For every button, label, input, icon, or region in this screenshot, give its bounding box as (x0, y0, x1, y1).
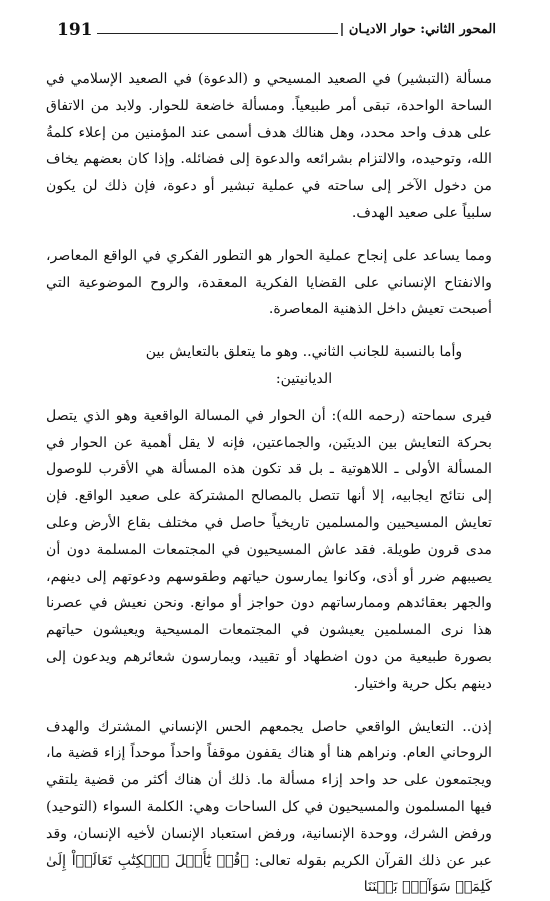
running-header (57, 22, 496, 46)
paragraph-3: وأما بالنسبة للجانب الثاني.. وهو ما يتعلق بالتعايش بين الديانيتين: (145, 344, 463, 387)
header-rule (97, 33, 338, 34)
page-body (46, 66, 492, 901)
paragraph-4: فيرى سماحته (رحمه الله): أن الحوار في المسالة الواقعية وهو الذي يتصل بحركة التعايش بين الدينَين، والجماعتين، فإنه لا يقل أهمية عن الحوار في المسألة الأولى ـ اللاهوتية ـ بل قد تكون هذه المسألة هي الأقرب للوصول إلى نتائج ايجابيه، إلا أنها تتصل بالمصالح المشتركة على صعيد الواقع. فإن تعايش المسيحيين والمسلمين تاريخياً حاصل في مختلف بقاع الأرض وعلى مدى قرون طويلة. فقد عاش المسيحيون في المجتمعات المسلمة دون أن يصيبهم ضرر أو أذى، وكانوا يمارسون حياتهم وطقوسهم ودعوتهم إلى دينهم، والجهر بعقائدهم وممارساتهم دون حواجز أو موانع. ونحن نعيش في عصرنا هذا نرى المسلمين يعيشون في المجتمعات المسيحية ويعيشون حياتهم بصورة طبيعية من دون اضطهاد أو تقييد، ويمارسون شعائرهم ويدعون إلى دينهم بكل حرية واختيار. (46, 407, 492, 692)
paragraph-2: ومما يساعد على إنجاح عملية الحوار هو التطور الفكري في الواقع المعاصر، والانفتاح الإنساني على القضايا الفكرية المعقدة، والروح الموضوعية التي أصبحت تعيش داخل الذهنية المعاصرة. (46, 247, 492, 318)
paragraph-5: إذن.. التعايش الواقعي حاصل يجمعهم الحس الإنساني المشترك والهدف الروحاني العام. ونراهم هنا أو هناك يقفون موقفاً واحداً موحداً إزاء قضية ما، ويجتمعون على حد واحد إزاء مسألة ما. ذلك أن هناك أكثر من قضية يلتقي فيها المسلمون والمسيحيون في كل الساحات وهي: الكلمة السواء (التوحيد) ورفض الشرك، ووحدة الإنسانية، ورفض استعباد الإنسان لأخيه الإنسان، وقد عبر عن ذلك القرآن الكريم بقوله تعالى: ﴿قُلۡ يَٰٓأَهۡلَ ٱلۡكِتَٰبِ تَعَالَوۡاْ إِلَىٰ كَلِمَةٖ سَوَآءِۭ بَيۡنَنَا (46, 718, 492, 896)
chapter-title: المحور الثاني: حوار الاديـان | (339, 22, 496, 37)
page-number: 191 (57, 20, 93, 40)
paragraph-1: مسألة (التبشير) في الصعيد المسيحي و (الدعوة) في الصعيد الإسلامي في الساحة الواحدة، تبقى أمر طبيعياً. ومسألة خاضعة للحوار. ولابد من الاتفاق على هدف واحد محدد، وهل هنالك هدف أسمى عند المؤمنين من إعلاء كلمةُ الله، وتوحيده، والالتزام بشرائعه والدعوة إلى فضائله. وإذا كان بعضهم يخاف من دخول الآخر إلى ساحته في عملية تبشير أو دعوة، فإن ذلك لن يكون سلبياً على صعيد الهدف. (46, 71, 492, 221)
